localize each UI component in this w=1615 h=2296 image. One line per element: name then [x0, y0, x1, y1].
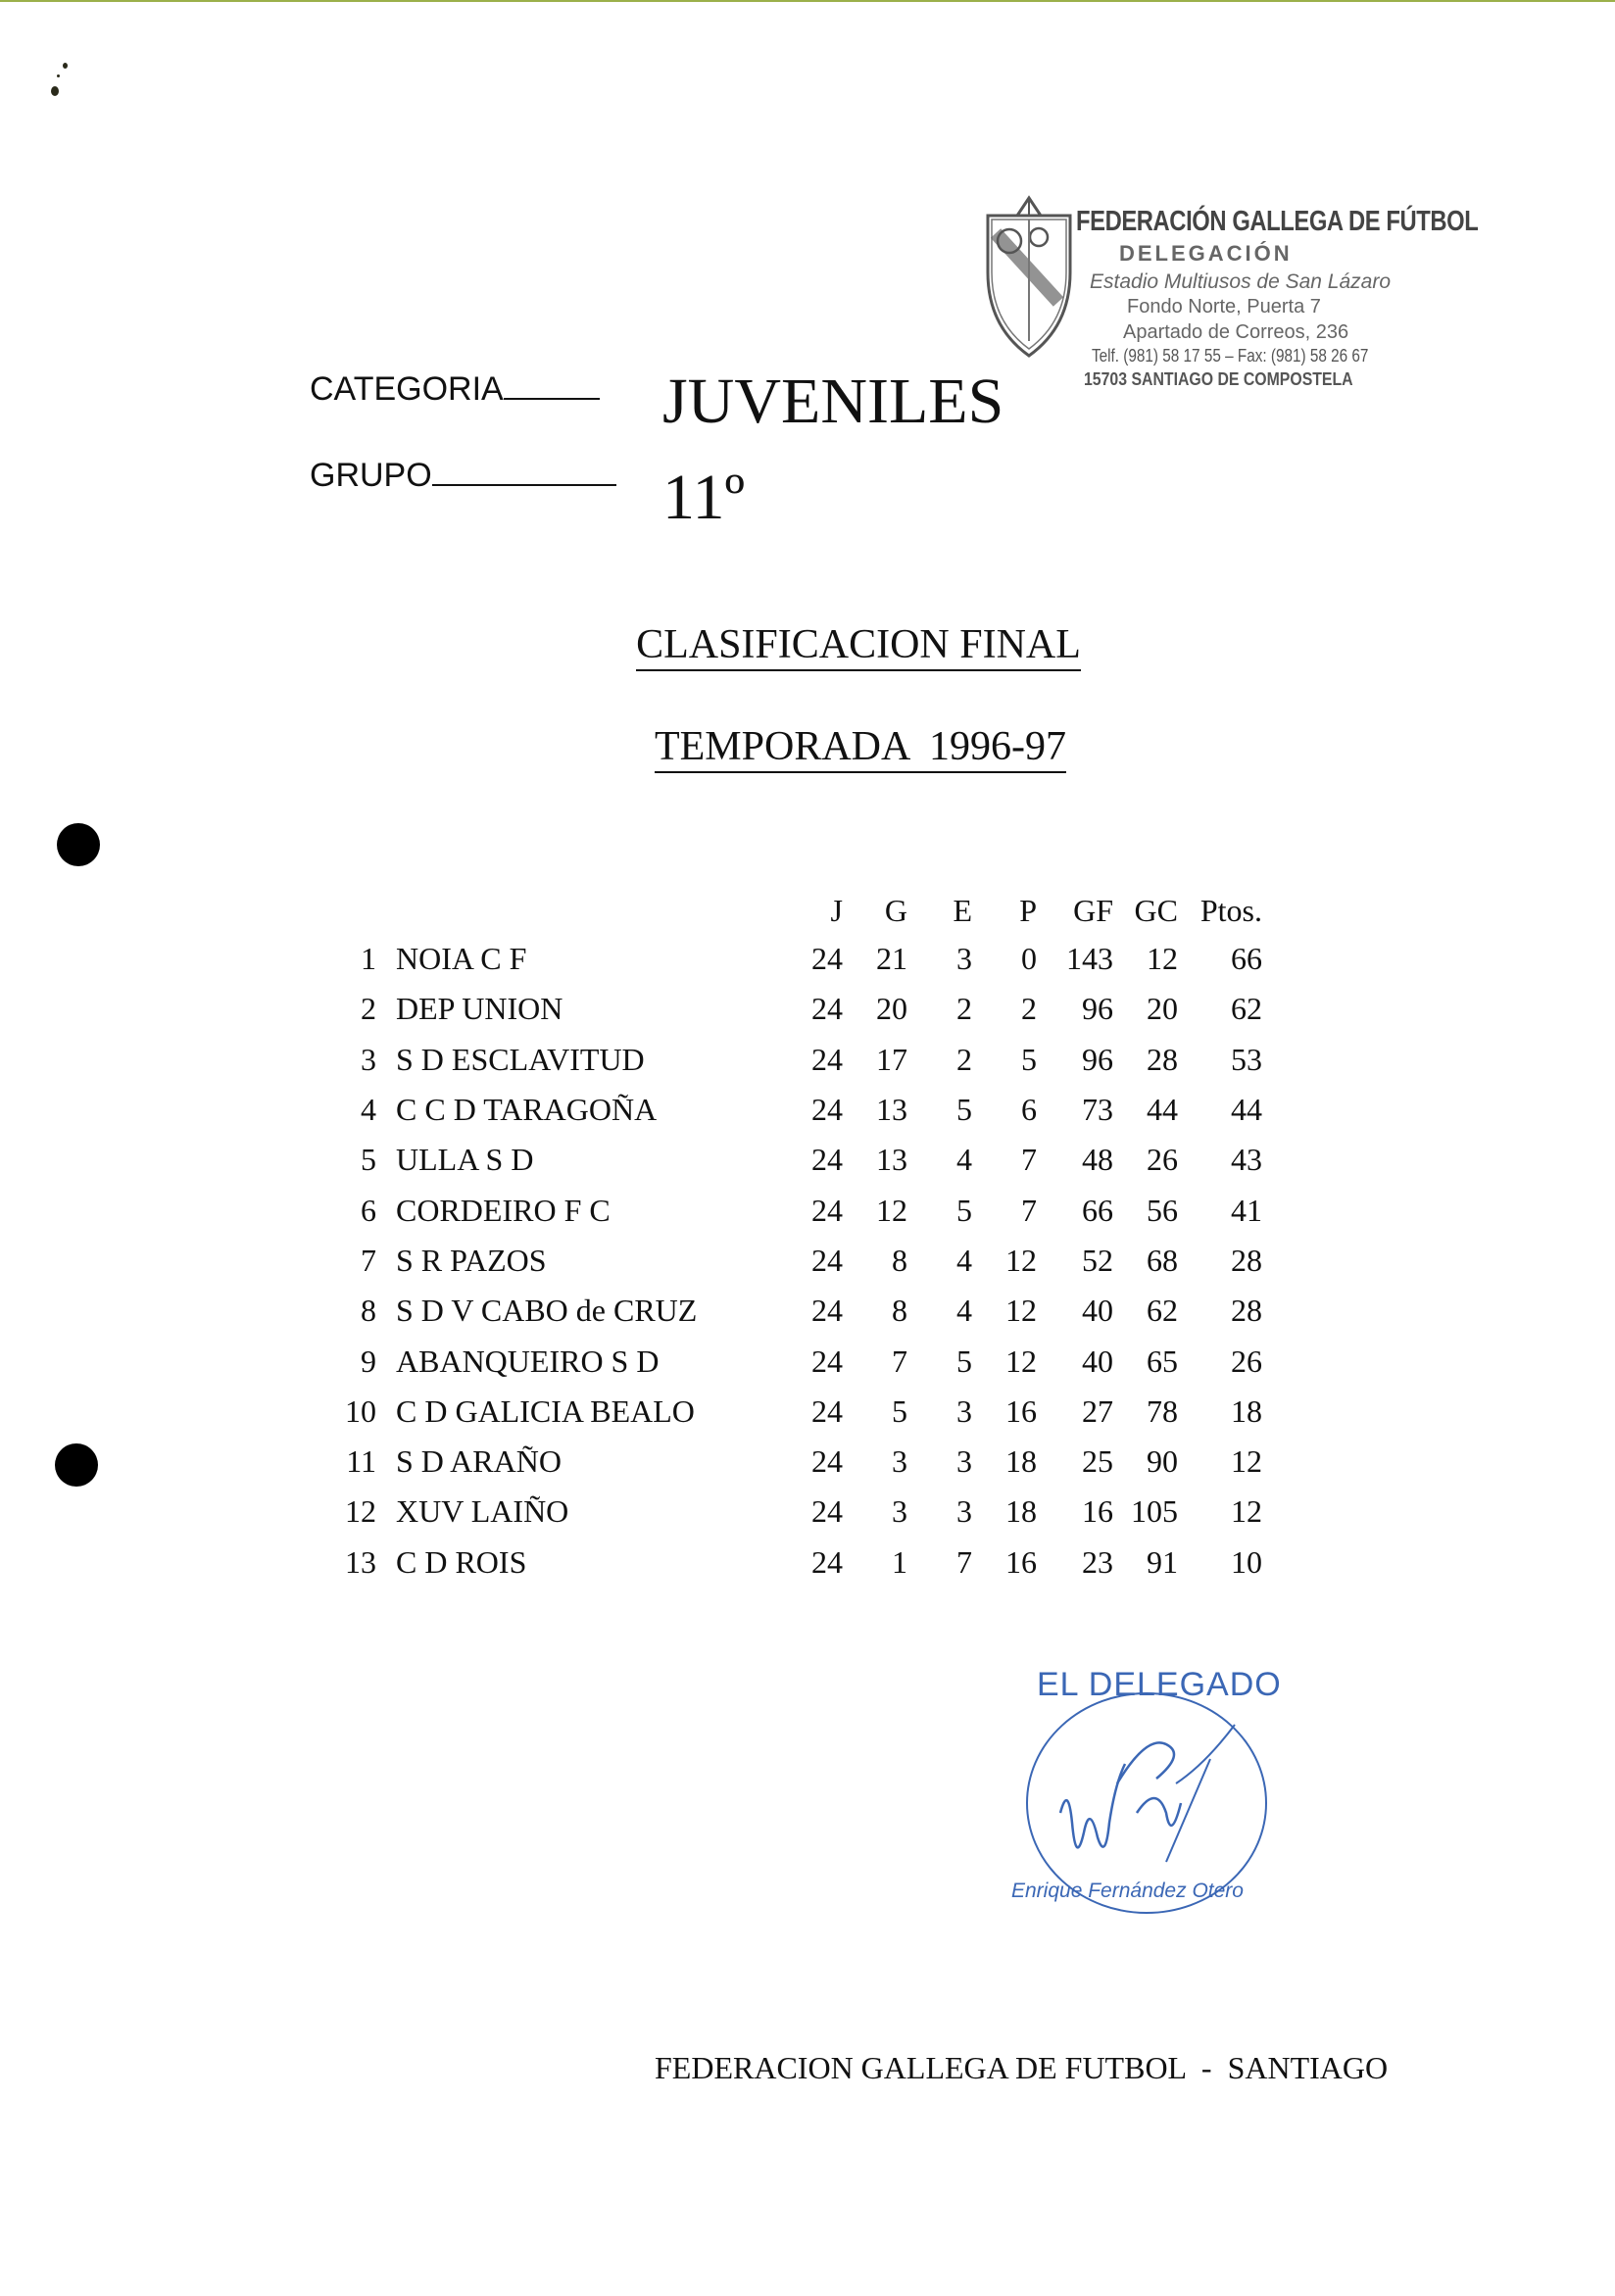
row-cell-g: 5 — [892, 1392, 907, 1429]
paper-speck — [63, 63, 68, 69]
row-cell-e: 3 — [956, 941, 972, 977]
row-cell-pts: 41 — [1231, 1192, 1262, 1228]
row-team-name: C C D TARAGOÑA — [396, 1092, 658, 1128]
row-cell-e: 4 — [956, 1142, 972, 1178]
row-cell-gf: 16 — [1082, 1493, 1113, 1530]
row-cell-gf: 40 — [1082, 1343, 1113, 1379]
col-header-e: E — [953, 892, 972, 928]
col-pos-header — [323, 887, 376, 934]
row-position: 9 — [361, 1343, 376, 1379]
row-cell-p: 16 — [1005, 1392, 1037, 1429]
table-row — [323, 1135, 1262, 1185]
row-cell-gf: 27 — [1082, 1392, 1113, 1429]
col-header-pts: Ptos. — [1199, 892, 1262, 928]
group-fill-rule — [432, 484, 616, 486]
col-header-gc: GC — [1134, 892, 1178, 928]
table-row — [323, 984, 1262, 1034]
row-cell-gf: 96 — [1082, 1041, 1113, 1077]
row-cell-j: 24 — [811, 1142, 843, 1178]
col-header-p: P — [1019, 892, 1037, 928]
paper-speck — [51, 86, 59, 96]
row-cell-pts: 53 — [1231, 1041, 1262, 1077]
top-edge-line — [0, 0, 1615, 2]
row-cell-p: 12 — [1005, 1343, 1037, 1379]
row-cell-gf: 23 — [1082, 1543, 1113, 1580]
row-cell-pts: 28 — [1231, 1242, 1262, 1278]
stamp-address-line: Fondo Norte, Puerta 7 — [1127, 296, 1321, 318]
row-cell-j: 24 — [811, 1242, 843, 1278]
row-team-name: XUV LAIÑO — [396, 1493, 569, 1530]
signature-name: Enrique Fernández Otero — [1011, 1880, 1244, 1902]
table-row — [323, 1085, 1262, 1135]
row-cell-j: 24 — [811, 991, 843, 1027]
footer-text: FEDERACION GALLEGA DE FUTBOL - SANTIAGO — [655, 2050, 1389, 2085]
row-cell-j: 24 — [811, 1392, 843, 1429]
delegate-signature — [1000, 1666, 1294, 1921]
row-team-name: C D ROIS — [396, 1543, 527, 1580]
season-title-text: TEMPORADA 1996-97 — [655, 724, 1066, 773]
table-row — [323, 1538, 1262, 1588]
row-cell-e: 3 — [956, 1443, 972, 1480]
stamp-subtitle: DELEGACIÓN — [1119, 241, 1293, 266]
row-position: 6 — [361, 1192, 376, 1228]
row-position: 13 — [345, 1543, 376, 1580]
table-row — [323, 1437, 1262, 1487]
row-cell-g: 8 — [892, 1293, 907, 1329]
table-row — [323, 1236, 1262, 1286]
page-title-text: CLASIFICACION FINAL — [636, 622, 1081, 671]
row-cell-j: 24 — [811, 1543, 843, 1580]
row-position: 8 — [361, 1293, 376, 1329]
row-cell-gc: 56 — [1147, 1192, 1178, 1228]
row-cell-gf: 52 — [1082, 1242, 1113, 1278]
row-position: 1 — [361, 941, 376, 977]
stamp-address-line: Estadio Multiusos de San Lázaro — [1090, 270, 1392, 293]
row-team-name: S R PAZOS — [396, 1242, 547, 1278]
row-cell-pts: 12 — [1231, 1443, 1262, 1480]
row-cell-e: 4 — [956, 1293, 972, 1329]
row-cell-gf: 25 — [1082, 1443, 1113, 1480]
row-cell-gc: 91 — [1147, 1543, 1178, 1580]
row-cell-j: 24 — [811, 1293, 843, 1329]
signature-title: EL DELEGADO — [1037, 1666, 1282, 1703]
row-team-name: CORDEIRO F C — [396, 1192, 611, 1228]
row-cell-j: 24 — [811, 1192, 843, 1228]
category-label-text: CATEGORIA — [310, 370, 504, 408]
table-row — [323, 1035, 1262, 1085]
row-cell-gc: 68 — [1147, 1242, 1178, 1278]
group-label — [310, 457, 616, 495]
row-position: 4 — [361, 1092, 376, 1128]
row-cell-gc: 90 — [1147, 1443, 1178, 1480]
row-cell-p: 12 — [1005, 1293, 1037, 1329]
col-header-gf: GF — [1073, 892, 1113, 928]
row-cell-j: 24 — [811, 1343, 843, 1379]
row-cell-p: 18 — [1005, 1443, 1037, 1480]
row-cell-pts: 28 — [1231, 1293, 1262, 1329]
row-cell-g: 3 — [892, 1493, 907, 1530]
col-header-g: G — [884, 892, 907, 928]
row-cell-p: 5 — [1021, 1041, 1037, 1077]
row-team-name: S D V CABO de CRUZ — [396, 1293, 698, 1329]
punch-hole-lower — [55, 1443, 98, 1487]
stamp-address-line: Apartado de Correos, 236 — [1123, 321, 1349, 343]
table-row — [323, 1185, 1262, 1235]
row-cell-e: 3 — [956, 1392, 972, 1429]
row-cell-g: 21 — [876, 941, 907, 977]
table-row — [323, 1336, 1262, 1386]
row-cell-pts: 10 — [1231, 1543, 1262, 1580]
row-cell-e: 2 — [956, 991, 972, 1027]
row-cell-g: 12 — [876, 1192, 907, 1228]
row-cell-g: 13 — [876, 1092, 907, 1128]
category-value: JUVENILES — [662, 366, 1004, 437]
standings-table — [323, 887, 1262, 1588]
row-position: 2 — [361, 991, 376, 1027]
row-cell-g: 7 — [892, 1343, 907, 1379]
row-cell-g: 1 — [892, 1543, 907, 1580]
punch-hole-upper — [57, 823, 100, 866]
row-cell-e: 5 — [956, 1343, 972, 1379]
row-cell-pts: 26 — [1231, 1343, 1262, 1379]
row-cell-gf: 143 — [1066, 941, 1113, 977]
row-position: 10 — [345, 1392, 376, 1429]
row-cell-p: 6 — [1021, 1092, 1037, 1128]
row-cell-j: 24 — [811, 941, 843, 977]
table-row — [323, 934, 1262, 984]
row-cell-gf: 40 — [1082, 1293, 1113, 1329]
category-fill-rule — [504, 398, 600, 400]
row-team-name: C D GALICIA BEALO — [396, 1392, 695, 1429]
row-cell-p: 16 — [1005, 1543, 1037, 1580]
row-cell-e: 4 — [956, 1242, 972, 1278]
row-cell-g: 3 — [892, 1443, 907, 1480]
table-header-row — [323, 887, 1262, 934]
category-label — [310, 370, 600, 409]
row-position: 3 — [361, 1041, 376, 1077]
table-row — [323, 1286, 1262, 1336]
federation-crest-icon — [980, 194, 1078, 361]
row-cell-pts: 43 — [1231, 1142, 1262, 1178]
row-cell-p: 0 — [1021, 941, 1037, 977]
row-cell-gc: 28 — [1147, 1041, 1178, 1077]
row-position: 5 — [361, 1142, 376, 1178]
col-team-header — [376, 887, 778, 934]
row-cell-pts: 18 — [1231, 1392, 1262, 1429]
row-team-name: S D ARAÑO — [396, 1443, 562, 1480]
row-team-name: S D ESCLAVITUD — [396, 1041, 645, 1077]
stamp-phone: Telf. (981) 58 17 55 – Fax: (981) 58 26 67 — [1092, 346, 1369, 366]
row-cell-p: 7 — [1021, 1192, 1037, 1228]
row-cell-gc: 65 — [1147, 1343, 1178, 1379]
row-cell-e: 2 — [956, 1041, 972, 1077]
row-cell-j: 24 — [811, 1443, 843, 1480]
stamp-title: FEDERACIÓN GALLEGA DE FÚTBOL — [1076, 206, 1479, 237]
paper-speck — [57, 74, 60, 77]
row-cell-gf: 48 — [1082, 1142, 1113, 1178]
row-cell-gc: 20 — [1147, 991, 1178, 1027]
row-cell-j: 24 — [811, 1493, 843, 1530]
row-cell-p: 12 — [1005, 1242, 1037, 1278]
row-cell-pts: 44 — [1231, 1092, 1262, 1128]
row-cell-g: 8 — [892, 1242, 907, 1278]
stamp-city: 15703 SANTIAGO DE COMPOSTELA — [1084, 369, 1353, 389]
row-cell-j: 24 — [811, 1041, 843, 1077]
row-position: 7 — [361, 1242, 376, 1278]
row-cell-pts: 12 — [1231, 1493, 1262, 1530]
group-label-text: GRUPO — [310, 457, 432, 494]
row-cell-j: 24 — [811, 1092, 843, 1128]
page-title — [51, 621, 1615, 668]
row-team-name: ULLA S D — [396, 1142, 534, 1178]
table-row — [323, 1387, 1262, 1437]
table-row — [323, 1487, 1262, 1537]
col-header-j: J — [830, 892, 843, 928]
group-value: 11º — [662, 462, 746, 533]
row-cell-e: 5 — [956, 1192, 972, 1228]
row-cell-p: 7 — [1021, 1142, 1037, 1178]
row-cell-pts: 62 — [1231, 991, 1262, 1027]
row-cell-gf: 66 — [1082, 1192, 1113, 1228]
row-cell-p: 2 — [1021, 991, 1037, 1027]
row-cell-e: 7 — [956, 1543, 972, 1580]
row-cell-pts: 66 — [1231, 941, 1262, 977]
federation-stamp — [980, 186, 1479, 412]
row-cell-gf: 73 — [1082, 1092, 1113, 1128]
row-cell-gf: 96 — [1082, 991, 1113, 1027]
row-team-name: DEP UNION — [396, 991, 563, 1027]
row-cell-g: 20 — [876, 991, 907, 1027]
row-cell-gc: 105 — [1131, 1493, 1178, 1530]
row-position: 11 — [346, 1443, 376, 1480]
season-title — [53, 723, 1615, 770]
row-cell-e: 3 — [956, 1493, 972, 1530]
row-cell-gc: 62 — [1147, 1293, 1178, 1329]
row-team-name: ABANQUEIRO S D — [396, 1343, 660, 1379]
standings-body — [323, 934, 1262, 1588]
row-cell-p: 18 — [1005, 1493, 1037, 1530]
row-cell-gc: 78 — [1147, 1392, 1178, 1429]
row-cell-g: 13 — [876, 1142, 907, 1178]
row-cell-e: 5 — [956, 1092, 972, 1128]
row-cell-g: 17 — [876, 1041, 907, 1077]
row-cell-gc: 12 — [1147, 941, 1178, 977]
row-position: 12 — [345, 1493, 376, 1530]
row-team-name: NOIA C F — [396, 941, 527, 977]
row-cell-gc: 26 — [1147, 1142, 1178, 1178]
row-cell-gc: 44 — [1147, 1092, 1178, 1128]
